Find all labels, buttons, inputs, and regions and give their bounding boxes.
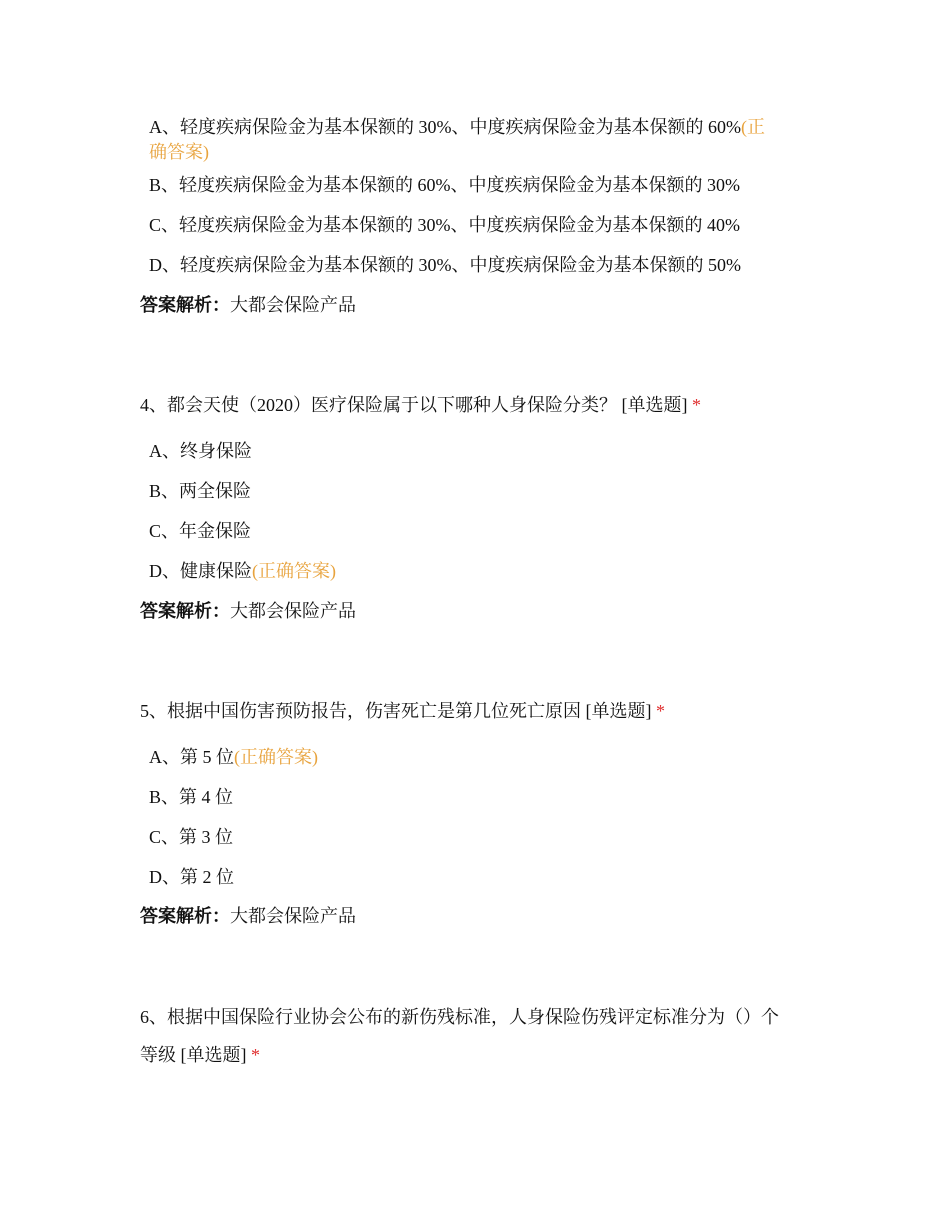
required-mark: *: [656, 701, 665, 721]
analysis-text: 大都会保险产品: [230, 906, 356, 926]
q5-option-a[interactable]: [149, 745, 318, 769]
correct-answer-mark: (正确答案): [234, 747, 318, 767]
q5-option-b[interactable]: B、第 4 位: [149, 787, 234, 807]
q5-question: [140, 699, 665, 723]
q4-option-d[interactable]: [149, 559, 336, 583]
q3-option-a-continued: [149, 140, 209, 164]
q6-question-line1: 6、根据中国保险行业协会公布的新伤残标准，人身保险伤残评定标准分为（）个: [140, 1007, 779, 1027]
q3-option-a-text: A、轻度疾病保险金为基本保额的 30%、中度疾病保险金为基本保额的 60%: [149, 117, 741, 137]
q5-answer-analysis: [140, 904, 356, 928]
q5-option-a-text: A、第 5 位: [149, 747, 234, 767]
analysis-label: 答案解析：: [140, 906, 230, 926]
q4-question: [140, 393, 701, 417]
q4-answer-analysis: [140, 599, 356, 623]
q5-option-d[interactable]: D、第 2 位: [149, 867, 234, 887]
analysis-label: 答案解析：: [140, 295, 230, 315]
q3-correct-mark-part1: (正: [740, 117, 765, 137]
q6-question-line2: [140, 1043, 260, 1067]
required-mark: *: [251, 1045, 260, 1065]
analysis-text: 大都会保险产品: [230, 601, 356, 621]
q5-option-c[interactable]: C、第 3 位: [149, 827, 234, 847]
q4-option-c[interactable]: C、年金保险: [149, 521, 252, 541]
q3-correct-mark-part2: 确答案): [149, 142, 209, 162]
q4-option-d-text: D、健康保险: [149, 561, 252, 581]
q3-answer-analysis: [140, 293, 356, 317]
q3-option-c[interactable]: C、轻度疾病保险金为基本保额的 30%、中度疾病保险金为基本保额的 40%: [149, 215, 740, 235]
q5-question-text: 5、根据中国伤害预防报告，伤害死亡是第几位死亡原因 [单选题]: [140, 701, 652, 721]
analysis-label: 答案解析：: [140, 601, 230, 621]
q4-option-a[interactable]: A、终身保险: [149, 441, 252, 461]
q3-option-d[interactable]: D、轻度疾病保险金为基本保额的 30%、中度疾病保险金为基本保额的 50%: [149, 255, 741, 275]
q4-question-text: 4、都会天使（2020）医疗保险属于以下哪种人身保险分类？ [单选题]: [140, 395, 688, 415]
q4-option-b[interactable]: B、两全保险: [149, 481, 252, 501]
q6-question-text: 等级 [单选题]: [140, 1045, 247, 1065]
q3-option-a[interactable]: [149, 115, 765, 139]
analysis-text: 大都会保险产品: [230, 295, 356, 315]
correct-answer-mark: (正确答案): [252, 561, 336, 581]
required-mark: *: [692, 395, 701, 415]
q3-option-b[interactable]: B、轻度疾病保险金为基本保额的 60%、中度疾病保险金为基本保额的 30%: [149, 175, 740, 195]
